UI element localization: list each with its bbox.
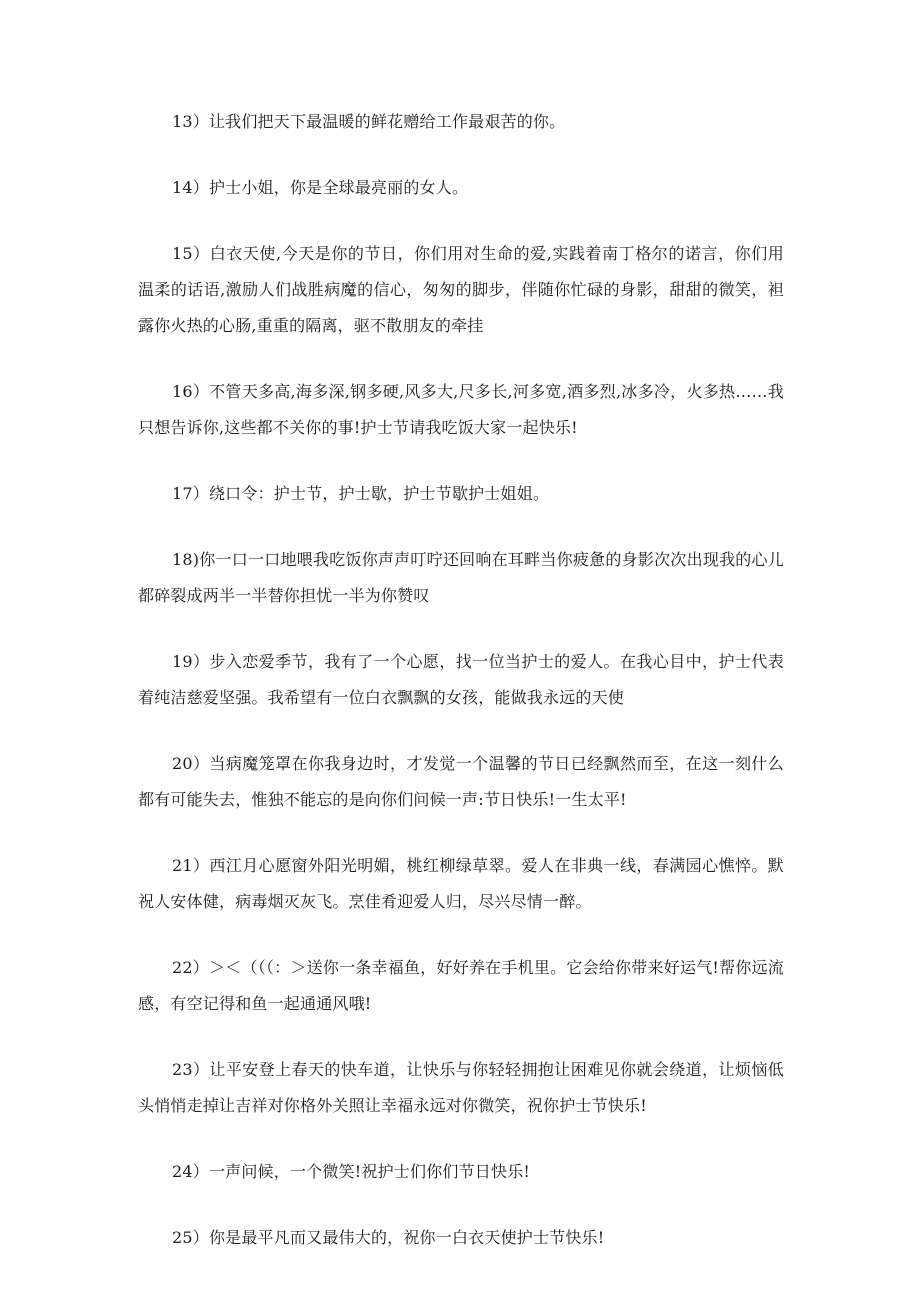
paragraph-21: 21）西江月心愿窗外阳光明媚，桃红柳绿草翠。爱人在非典一线，春满园心憔悴。默祝人安体健，病毒烟灭灰飞。烹佳肴迎爱人归，尽兴尽情一醉。 [138, 856, 784, 911]
paragraph-15: 15）白衣天使,今天是你的节日，你们用对生命的爱,实践着南丁格尔的诺言，你们用温柔的话语,激励人们战胜病魔的信心，匆匆的脚步，伴随你忙碌的身影，甜甜的微笑，袒露你火热的心肠,重重的隔离，驱不散朋友的牵挂 [138, 244, 784, 335]
paragraph-14: 14）护士小姐，你是全球最亮丽的女人。 [172, 178, 469, 197]
paragraph-18: 18)你一口一口地喂我吃饭你声声叮咛还回响在耳畔当你疲惫的身影次次出现我的心儿都碎裂成两半一半替你担忧一半为你赞叹 [138, 550, 784, 605]
paragraph-20: 20）当病魔笼罩在你我身边时，才发觉一个温馨的节日已经飘然而至，在这一刻什么都有可能失去，惟独不能忘的是向你们问候一声:节日快乐!一生太平! [138, 754, 784, 809]
paragraph-19: 19）步入恋爱季节，我有了一个心愿，找一位当护士的爱人。在我心目中，护士代表着纯洁慈爱坚强。我希望有一位白衣飘飘的女孩，能做我永远的天使 [138, 652, 784, 707]
paragraph-22: 22）＞＜（（（：＞送你一条幸福鱼，好好养在手机里。它会给你带来好运气!帮你远流感，有空记得和鱼一起通通风哦! [138, 958, 784, 1013]
document-body [138, 104, 784, 1286]
paragraph-23: 23）让平安登上春天的快车道，让快乐与你轻轻拥抱让困难见你就会绕道，让烦恼低头悄悄走掉让吉祥对你格外关照让幸福永远对你微笑，祝你护士节快乐! [138, 1060, 784, 1115]
paragraph-25: 25）你是最平凡而又最伟大的，祝你一白衣天使护士节快乐! [172, 1228, 605, 1247]
paragraph-16: 16）不管天多高,海多深,钢多硬,风多大,尺多长,河多宽,酒多烈,冰多冷，火多热……我只想告诉你,这些都不关你的事!护士节请我吃饭大家一起快乐! [138, 382, 784, 437]
paragraph-24: 24）一声问候，一个微笑!祝护士们你们节日快乐! [172, 1162, 531, 1181]
paragraph-13: 13）让我们把天下最温暖的鲜花赠给工作最艰苦的你。 [172, 112, 566, 131]
paragraph-17: 17）绕口令：护士节，护士歇，护士节歇护士姐姐。 [172, 484, 550, 503]
